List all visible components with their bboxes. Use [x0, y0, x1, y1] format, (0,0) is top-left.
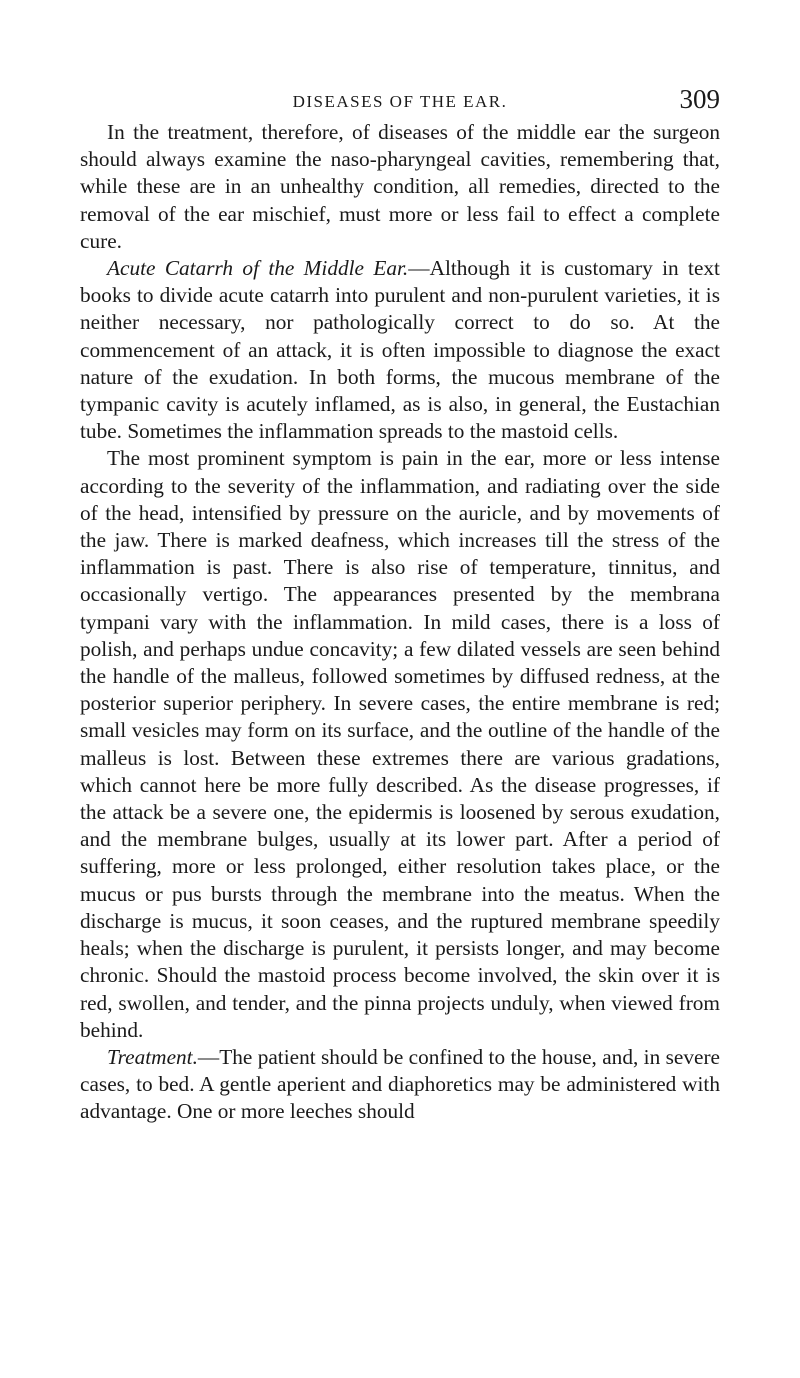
paragraph-1-text: In the treatment, therefore, of diseases of the middle ear the surgeon should always examine the naso-pharyngeal cavities, remembering that, while these are in an unhealthy condition, all remedies, directed to the removal of the ear mischief, must more or less fail to effect a complete cure. — [80, 120, 720, 253]
section-heading-acute-catarrh: Acute Catarrh of the Middle Ear. — [107, 256, 409, 281]
page-number: 309 — [679, 84, 720, 114]
paragraph-2 — [80, 255, 720, 445]
paragraph-2-text: —Although it is customary in text books to divide acute catarrh into purulent and non-purulent varieties, it is neither necessary, nor pathologically correct to do so. At the commencement of an attack, it is often impossible to diagnose the exact nature of the exudation. In both forms, the mucous membrane of the tympanic cavity is acutely inflamed, as is also, in general, the Eustachian tube. Sometimes the inflammation spreads to the mastoid cells. — [80, 256, 720, 444]
running-head: DISEASES OF THE EAR. — [292, 92, 508, 111]
body-text — [80, 119, 720, 1126]
paragraph-3-text: The most prominent symptom is pain in the ear, more or less intense according to the severity of the inflammation, and radiating over the side of the head, intensified by pressure on the auricle, and by movements of the jaw. There is marked deafness, which increases till the stress of the inflammation is past. There is also rise of temperature, tinnitus, and occasionally vertigo. The appearances presented by the membrana tympani vary with the inflammation. In mild cases, there is a loss of polish, and perhaps undue concavity; a few dilated vessels are seen behind the handle of the malleus, followed sometimes by diffused redness, at the posterior superior periphery. In severe cases, the entire membrane is red; small vesicles may form on its surface, and the outline of the handle of the malleus is lost. Between these extremes there are various gradations, which cannot here be more fully described. As the disease progresses, if the attack be a severe one, the epidermis is loosened by serous exudation, and the membrane bulges, usually at its lower part. After a period of suffering, more or less prolonged, either resolution takes place, or the mucus or pus bursts through the membrane into the meatus. When the discharge is mucus, it soon ceases, and the ruptured membrane speedily heals; when the discharge is purulent, it persists longer, and may become chronic. Should the mastoid process become involved, the skin over it is red, swollen, and tender, and the pinna projects unduly, when viewed from behind. — [80, 446, 720, 1042]
section-heading-treatment: Treatment. — [107, 1044, 198, 1069]
paragraph-4-text: —The patient should be confined to the house, and, in severe cases, to bed. A gentle aperient and diaphoretics may be administered with advantage. One or more leeches should — [80, 1044, 720, 1124]
paragraph-3 — [80, 445, 720, 1043]
paragraph-4 — [80, 1044, 720, 1126]
paragraph-1 — [80, 119, 720, 255]
page-header — [80, 84, 720, 120]
